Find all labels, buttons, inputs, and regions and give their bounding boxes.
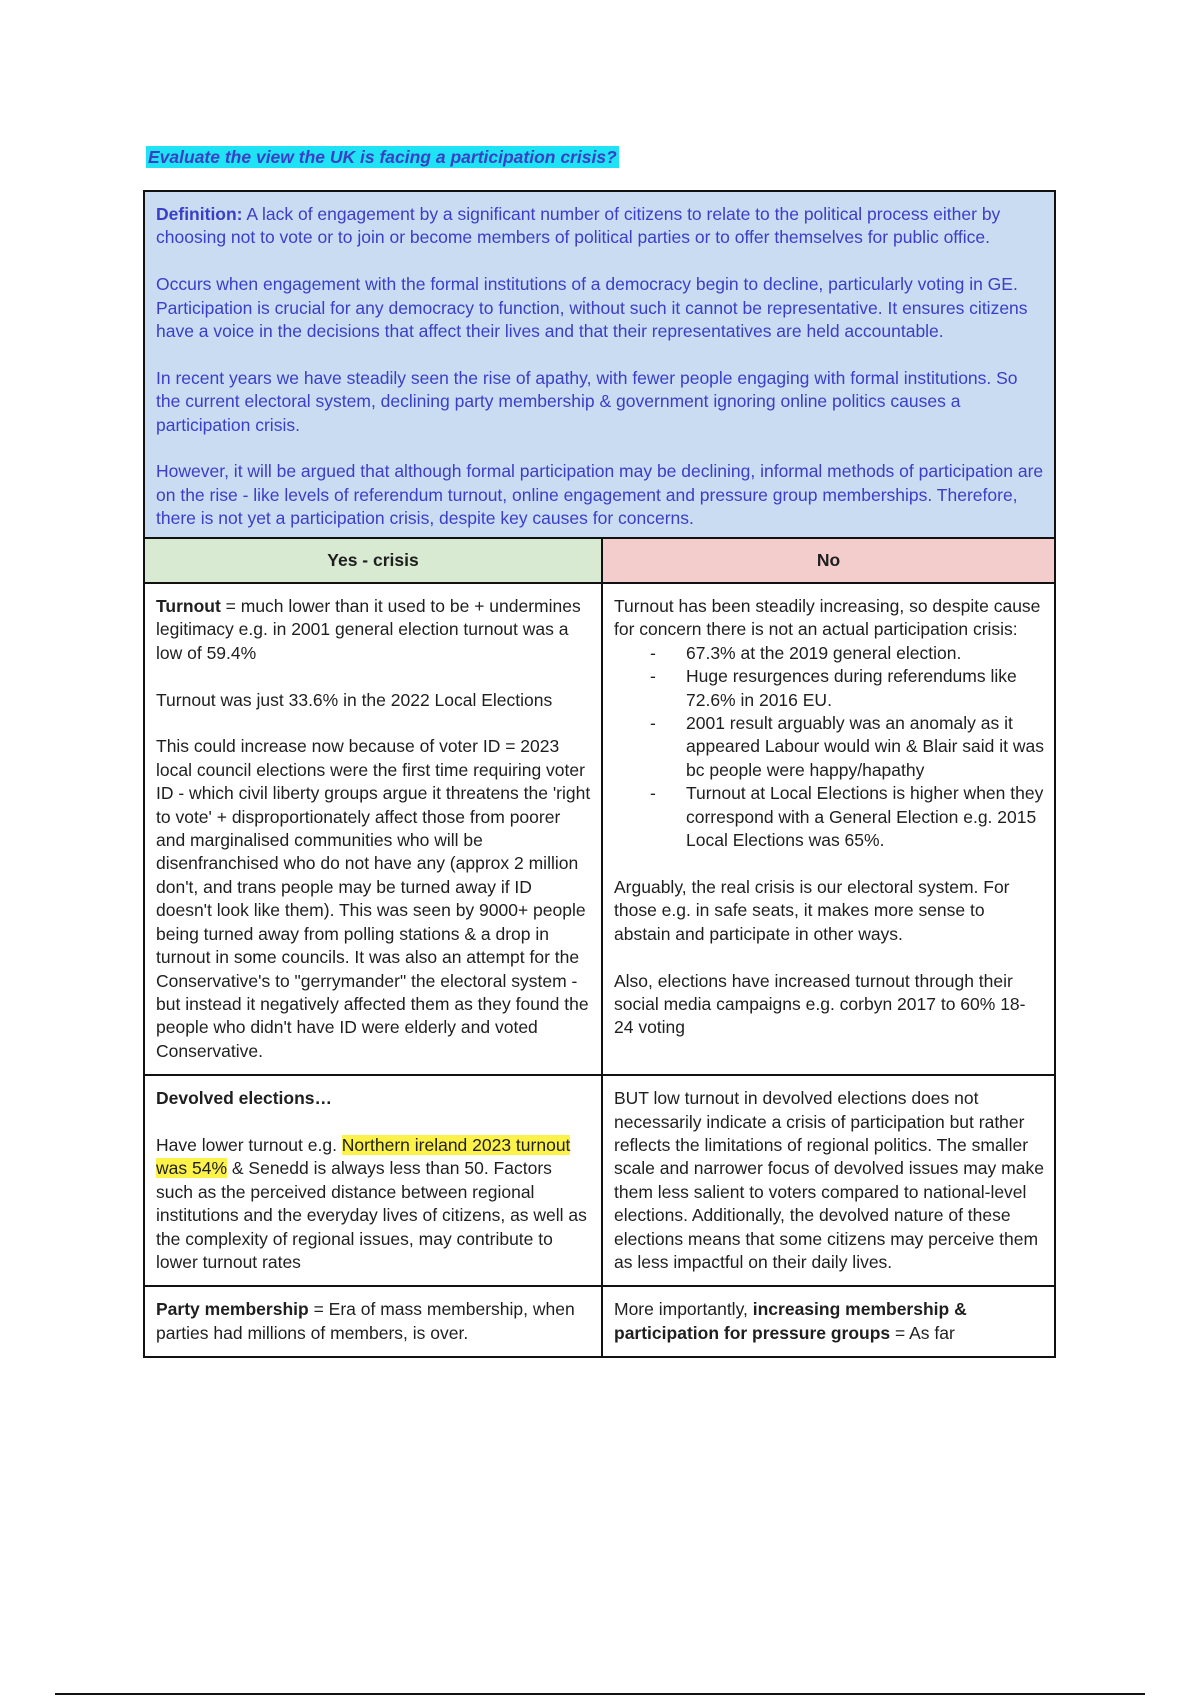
list-item: - Huge resurgences during referendums like 72.6% in 2016 EU. (614, 665, 1044, 712)
party-membership-label: Party membership (156, 1299, 309, 1320)
page-footer-rule (55, 1693, 1145, 1695)
turnout-label: Turnout (156, 596, 221, 617)
devolved-label-paragraph (156, 1087, 591, 1110)
document-title: Evaluate the view the UK is facing a participation crisis? (148, 147, 617, 167)
turnout-yes-intro-text: = much lower than it used to be + undermines legitimacy e.g. in 2001 general election turnout was a low of 59.4% (156, 596, 581, 663)
voter-id-paragraph: This could increase now because of voter ID = 2023 local council elections were the first time requiring voter ID - which civil liberty groups argue it threatens the 'right to vote' + disproportionately affect those from poorer and marginalised communities who will be disenfranchised who do not have any (approx 2 million don't, and trans people may be turned away if ID doesn't look like them). This was seen by 9000+ people being turned away from polling stations & a drop in turnout in some councils. It was also an attempt for the Conservative's to "gerrymander" the electoral system - but instead it negatively affected them as they found the people who didn't have ID were elderly and voted Conservative. (156, 736, 591, 1061)
turnout-row (144, 583, 1055, 1075)
yes-column-header: Yes - crisis (144, 538, 602, 583)
party-no-pre: More importantly, (614, 1299, 753, 1320)
party-no-paragraph (614, 1298, 1044, 1345)
devolved-yes-pre: Have lower turnout e.g. (156, 1134, 342, 1155)
introduction-cell (144, 191, 1055, 538)
no-column-header: No (602, 538, 1055, 583)
definition-text: A lack of engagement by a significant number of citizens to relate to the political process either by choosing not to vote or to join or become members of political parties or to offer themselves for public office. (156, 204, 1001, 248)
turnout-local-paragraph: Turnout was just 33.6% in the 2022 Local Elections (156, 689, 553, 710)
definition-label: Definition: (156, 204, 243, 224)
list-item: - 67.3% at the 2019 general election. (614, 642, 1044, 665)
party-no-post: = As far (890, 1322, 955, 1343)
devolved-yes-post: & Senedd is always less than 50. Factors such as the perceived distance between regional institutions and the everyday lives of citizens, as well as the complexity of regional issues, may contribute to lower turnout rates (156, 1158, 587, 1272)
header-row (144, 538, 1055, 583)
intro-paragraph: However, it will be argued that although formal participation may be declining, informal methods of participation are on the rise - like levels of referendum turnout, online engagement and pressure group memberships. Therefore, there is not yet a participation crisis, despite key causes for concerns. (156, 461, 1044, 529)
electoral-system-paragraph: Arguably, the real crisis is our electoral system. For those e.g. in safe seats, it makes more sense to abstain and participate in other ways. (614, 876, 1010, 944)
intro-paragraph: In recent years we have steadily seen the rise of apathy, with fewer people engaging with formal institutions. So the current electoral system, declining party membership & government ignoring online politics causes a participation crisis. (156, 367, 1018, 435)
party-row (144, 1286, 1055, 1357)
devolved-no-cell (602, 1075, 1055, 1286)
devolved-no-paragraph: BUT low turnout in devolved elections does not necessarily indicate a crisis of participation but rather reflects the limitations of regional politics. The smaller scale and narrower focus of devolved issues may make them less salient to voters compared to national-level elections. Additionally, the devolved nature of these elections means that some citizens may perceive them as less impactful on their daily lives. (614, 1088, 1044, 1272)
list-item: - Turnout at Local Elections is higher when they correspond with a General Election e.g. 2015 Local Elections was 65%. (614, 782, 1044, 852)
intro-paragraph: Occurs when engagement with the formal institutions of a democracy begin to decline, particularly voting in GE. Participation is crucial for any democracy to function, without such it cannot be representative. It ensures citizens have a voice in the decisions that affect their lives and that their representatives are held accountable. (156, 274, 1028, 342)
pressure-groups-label: increasing membership & participation for pressure groups (614, 1299, 967, 1343)
party-yes-cell (144, 1286, 602, 1357)
party-yes-text: = Era of mass membership, when parties had millions of members, is over. (156, 1299, 575, 1343)
devolved-yes-paragraph (156, 1134, 591, 1274)
devolved-label: Devolved elections… (156, 1088, 333, 1109)
highlighted-statistic: Northern ireland 2023 turnout was 54% (156, 1134, 571, 1179)
turnout-no-cell (602, 583, 1055, 1075)
social-media-paragraph: Also, elections have increased turnout through their social media campaigns e.g. corbyn 2017 to 60% 18-24 voting (614, 970, 1026, 1038)
definition-paragraph (156, 203, 1044, 250)
intro-row (144, 191, 1055, 538)
devolved-yes-cell (144, 1075, 602, 1286)
devolved-row (144, 1075, 1055, 1286)
turnout-no-intro: Turnout has been steadily increasing, so despite cause for concern there is not an actual participation crisis: (614, 596, 1041, 640)
turnout-no-list (614, 642, 1044, 853)
party-no-cell (602, 1286, 1055, 1357)
turnout-yes-cell (144, 583, 602, 1075)
list-item: - 2001 result arguably was an anomaly as it appeared Labour would win & Blair said it was bc people were happy/hapathy (614, 712, 1044, 782)
turnout-yes-intro (156, 595, 591, 665)
essay-table (143, 190, 1056, 1358)
party-yes-paragraph (156, 1298, 591, 1345)
